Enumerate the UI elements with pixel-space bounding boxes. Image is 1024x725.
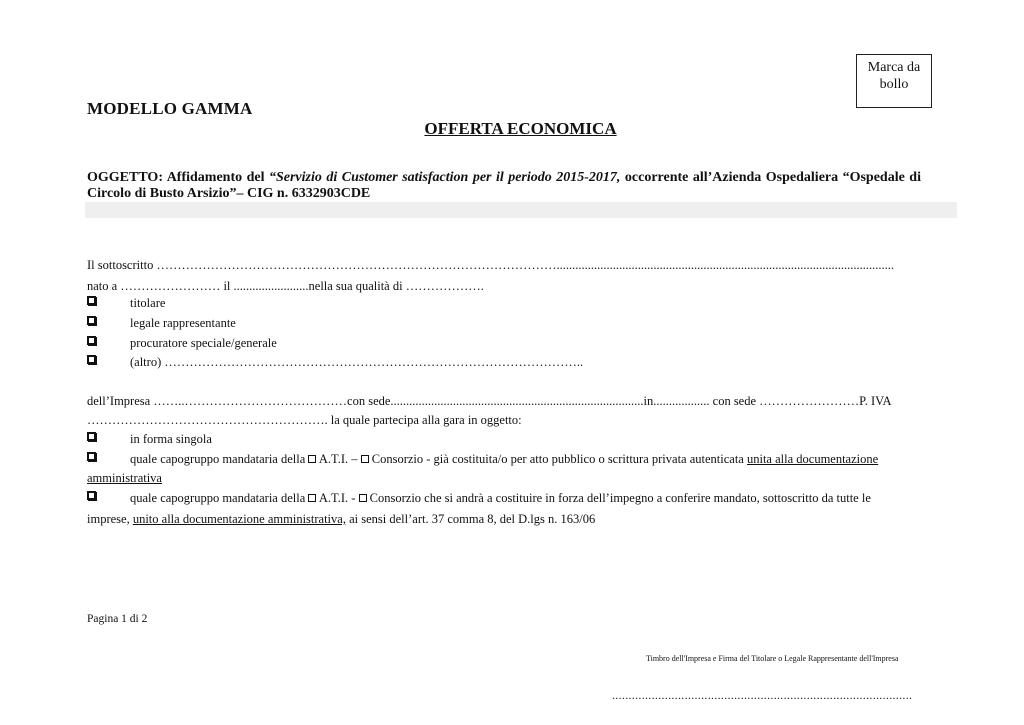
checkbox-legale-rappresentante[interactable] [87, 316, 96, 325]
nato-line: nato a …………………… il ........................nella sua qualità di ………………. [87, 279, 484, 293]
option-ati-costituita [130, 452, 878, 467]
shaded-band [85, 202, 957, 218]
qualita-altro: (altro) ……………………………………………………………………………………….. [130, 355, 584, 369]
option3-continuation [87, 512, 595, 527]
option2-text-a: quale capogruppo mandataria della [130, 452, 309, 466]
sottoscritto-line: Il sottoscritto ……………………………………………………………………………………............................................................................................................ [87, 258, 894, 272]
checkbox-ati-da-costituire[interactable] [87, 491, 96, 500]
option3-text-a: quale capogruppo mandataria della [130, 491, 309, 505]
checkbox-procuratore[interactable] [87, 336, 96, 345]
option2-text-b: Consorzio - già costituita/o per atto pubblico o scrittura privata autenticata [368, 452, 747, 466]
option2-underlined: unita alla documentazione [746, 452, 879, 466]
qualita-procuratore: procuratore speciale/generale [130, 336, 277, 350]
signature-caption: Timbro dell'Impresa e Firma del Titolare o Legale Rappresentante dell'Impresa [646, 654, 899, 663]
option3-underlined: unito alla documentazione amministrativa, [132, 512, 346, 526]
checkbox-consorzio-square[interactable] [361, 455, 369, 463]
option3-text-c: imprese, [87, 512, 133, 526]
oggetto-label: OGGETTO: Affidamento del [87, 170, 269, 185]
option2-ati: A.T.I. – [316, 452, 361, 466]
page-title: OFFERTA ECONOMICA [424, 119, 617, 138]
impresa-line-1: dell’Impresa ……..…………………………………con sede.................................................................................in.................. con sede ……………………P. IVA [87, 394, 892, 408]
checkbox-titolare[interactable] [87, 296, 96, 305]
qualita-titolare: titolare [130, 296, 166, 310]
oggetto-service: “Servizio di Customer satisfaction per il periodo 2015-2017, [268, 170, 621, 185]
stamp-box-line1: Marca da [867, 60, 921, 75]
qualita-legale-rappresentante: legale rappresentante [130, 316, 236, 330]
impresa-line-2: …………………………………………………. la quale partecipa alla gara in oggetto: [87, 413, 522, 427]
page-number: Pagina 1 di 2 [87, 613, 148, 625]
model-heading: MODELLO GAMMA [87, 99, 253, 118]
checkbox-forma-singola[interactable] [87, 432, 96, 441]
option2-underlined-cont: amministrativa [87, 471, 162, 485]
option3-ati: A.T.I. - [316, 491, 359, 505]
signature-line: ........................................................................................... [612, 688, 913, 702]
oggetto-rest: occorrente all’Azienda Ospedaliera “Ospedale di Circolo di Busto Arsizio”– CIG n. 6332903CDE [87, 170, 921, 201]
checkbox-altro[interactable] [87, 355, 96, 364]
option-forma-singola: in forma singola [130, 432, 212, 446]
oggetto-paragraph [87, 170, 921, 202]
checkbox-consorzio-square-2[interactable] [359, 494, 367, 502]
option3-text-b: Consorzio che si andrà a costituire in forza dell’impegno a conferire mandato, sottoscritto da tutte le [366, 491, 871, 505]
option3-text-d: ai sensi dell’art. 37 comma 8, del D.lgs n. 163/06 [345, 512, 596, 526]
option-ati-da-costituire [130, 491, 871, 506]
checkbox-ati-costituita[interactable] [87, 452, 96, 461]
marca-da-bollo-box [856, 54, 932, 108]
stamp-box-line2: bollo [879, 77, 909, 92]
